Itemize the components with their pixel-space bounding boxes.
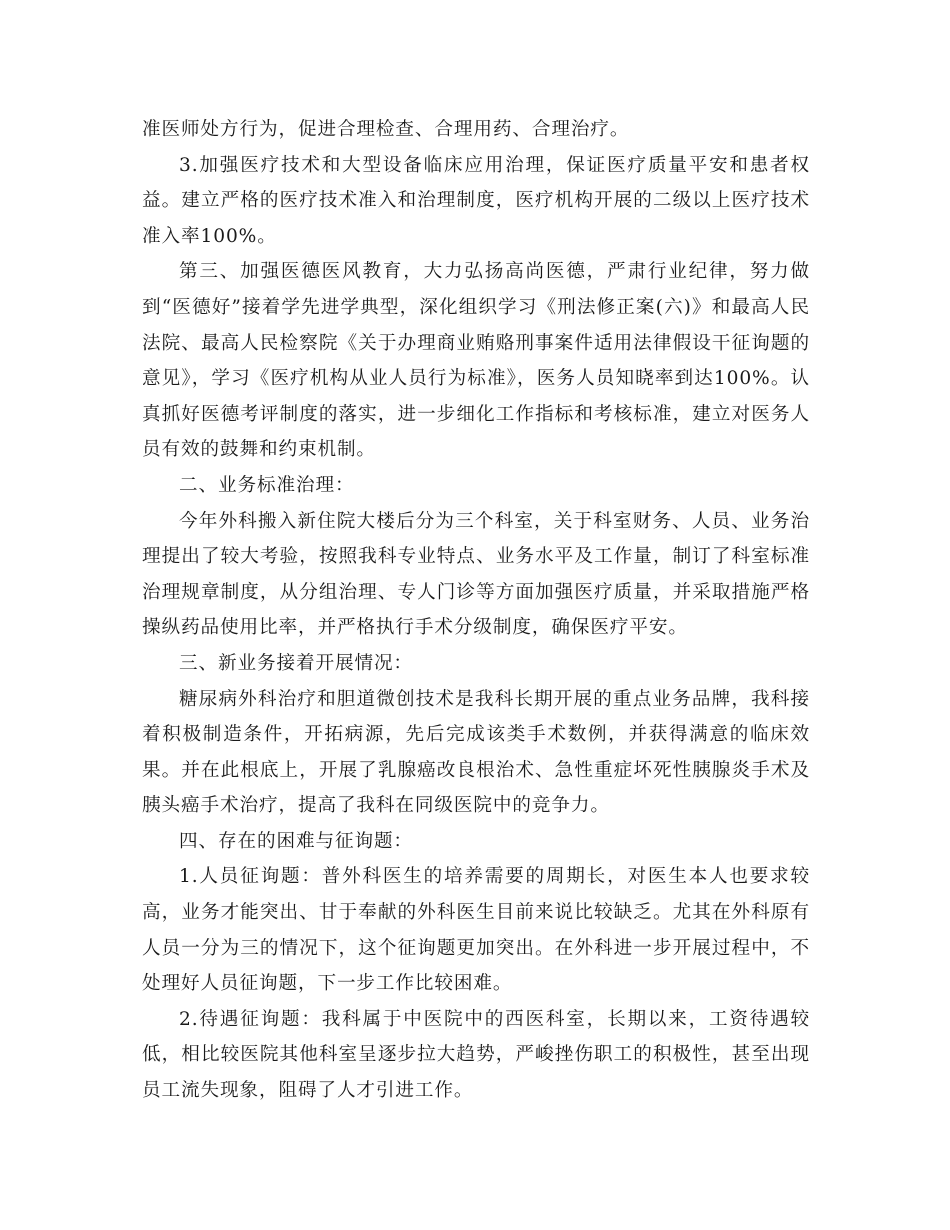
- document-body: [142, 112, 810, 1109]
- section-heading: 二、业务标准治理：: [179, 474, 355, 496]
- paragraph: 准医师处方行为，促进合理检查、合理用药、合理治疗。: [142, 119, 630, 140]
- section-heading: 四、存在的困难与征询题：: [179, 830, 413, 852]
- paragraph: 2.待遇征询题：我科属于中医院中的西医科室，长期以来，工资待遇较低，相比较医院其他科室呈逐步拉大趋势，严峻挫伤职工的积极性，甚至出现员工流失现象，阻碍了人才引进工作。: [142, 1008, 810, 1102]
- paragraph: 今年外科搬入新住院大楼后分为三个科室，关于科室财务、人员、业务治理提出了较大考验，按照我科专业特点、业务水平及工作量，制订了科室标准治理规章制度，从分组治理、专人门诊等方面加强医疗质量，并采取措施严格操纵药品使用比率，并严格执行手术分级制度，确保医疗平安。: [142, 510, 810, 639]
- paragraph: 糖尿病外科治疗和胆道微创技术是我科长期开展的重点业务品牌，我科接着积极制造条件，开拓病源，先后完成该类手术数例，并获得满意的临床效果。并在此根底上，开展了乳腺癌改良根治术、急性重症坏死性胰腺炎手术及胰头癌手术治疗，提高了我科在同级医院中的竞争力。: [142, 688, 810, 817]
- paragraph: 1.人员征询题：普外科医生的培养需要的周期长，对医生本人也要求较高，业务才能突出、甘于奉献的外科医生目前来说比较缺乏。尤其在外科原有人员一分为三的情况下，这个征询题更加突出。在外科进一步开展过程中，不处理好人员征询题，下一步工作比较困难。: [142, 866, 810, 995]
- section-heading: 三、新业务接着开展情况：: [179, 652, 413, 674]
- paragraph: 3.加强医疗技术和大型设备临床应用治理，保证医疗质量平安和患者权益。建立严格的医疗技术准入和治理制度，医疗机构开展的二级以上医疗技术准入率100%。: [142, 154, 810, 247]
- paragraph: 第三、加强医德医风教育，大力弘扬高尚医德，严肃行业纪律，努力做到“医德好”接着学先进学典型，深化组织学习《刑法修正案(六)》和最高人民法院、最高人民检察院《关于办理商业贿赂刑事案件适用法律假设干征询题的意见》，学习《医疗机构从业人员行为标准》，医务人员知晓率到达100%。认真抓好医德考评制度的落实，进一步细化工作指标和考核标准，建立对医务人员有效的鼓舞和约束机制。: [142, 261, 810, 461]
